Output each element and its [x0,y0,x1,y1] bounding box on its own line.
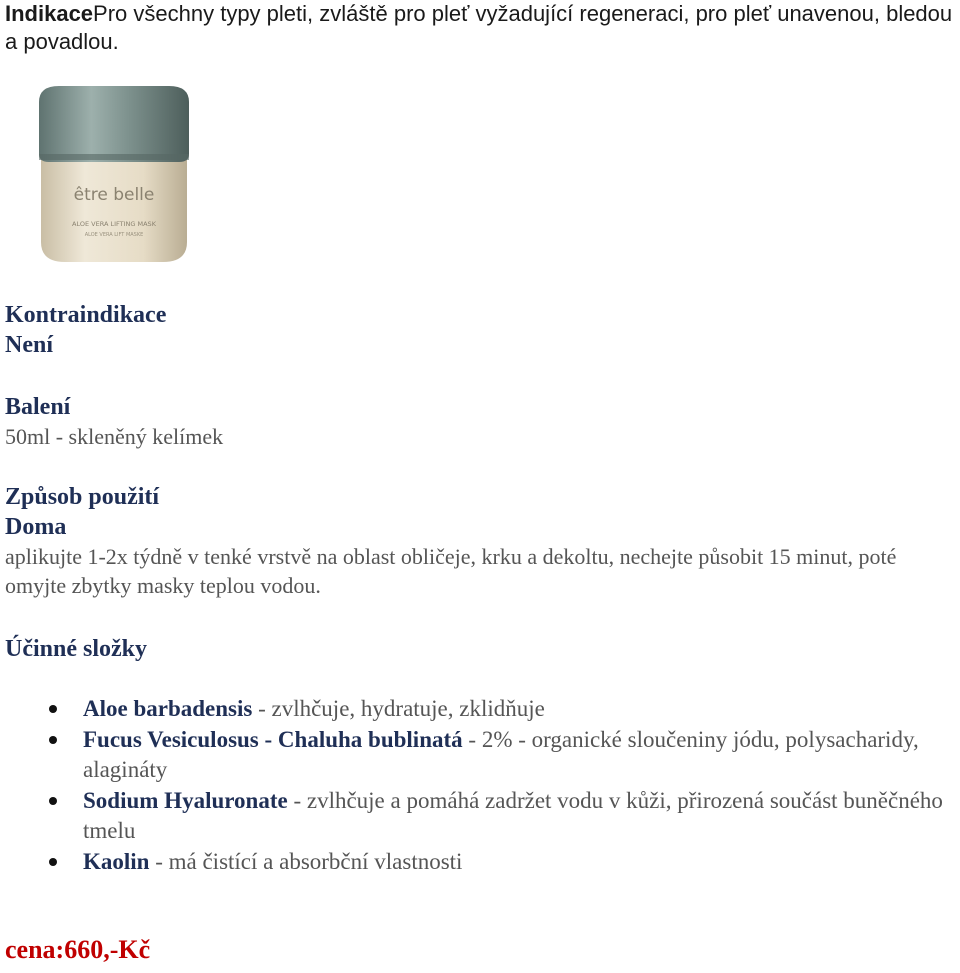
kontraindikace-label: Kontraindikace [5,302,167,328]
ingredient-desc: - zvlhčuje a pomáhá zadržet vodu v kůži, přirozená součást buněčného tmelu [83,787,943,843]
jar-brand: être belle [73,185,155,205]
product-page [5,0,955,964]
slozky-section [5,634,950,664]
bullet-icon [49,858,57,866]
indikace-paragraph [5,0,955,56]
baleni-label: Balení [5,394,71,420]
slozky-label: Účinné složky [5,636,148,662]
ingredient-name: Aloe barbadensis [83,696,253,721]
zpusob-text: aplikujte 1-2x týdně v tenké vrstvě na oblast obličeje, krku a dekoltu, nechejte působit 15 minut, poté omyjte zbytky masky teplou vodou. [5,544,897,598]
list-item [83,725,955,786]
zpusob-section [5,482,950,600]
bullet-icon [49,797,57,805]
list-item [83,694,955,725]
bullet-icon [49,736,57,744]
kontraindikace-section [5,300,950,360]
ingredient-name: Kaolin [83,848,150,874]
ingredient-desc: - zvlhčuje, hydratuje, zklidňuje [252,696,545,721]
jar-line2: ALOE VERA LIFT MASKE [84,232,144,238]
ingredient-name: Fucus Vesiculosus - Chaluha bublinatá [83,726,463,752]
list-item [83,847,955,878]
product-image [35,84,193,264]
baleni-value: 50ml - skleněný kelímek [5,424,224,449]
baleni-section [5,392,950,451]
ingredients-list [5,694,955,877]
bullet-icon [49,705,57,713]
jar-illustration [35,84,193,264]
indikace-text: Pro všechny typy pleti, zvláště pro pleť vyžadující regeneraci, pro pleť unavenou, bledou a povadlou. [5,1,953,54]
indikace-label: Indikace [5,1,94,26]
ingredient-name: Sodium Hyaluronate [83,787,288,813]
kontraindikace-value: Není [5,332,53,358]
jar-line1: ALOE VERA LIFTING MASK [72,220,156,228]
zpusob-label: Způsob použití [5,484,160,510]
list-item [83,786,955,847]
ingredient-desc: - má čistící a absorbční vlastnosti [149,848,463,874]
zpusob-sublabel: Doma [5,514,67,540]
ingredient-desc: - 2% - organické sloučeniny jódu, polysacharidy, alagináty [83,726,919,782]
price-label: cena:660,-Kč [5,935,151,964]
